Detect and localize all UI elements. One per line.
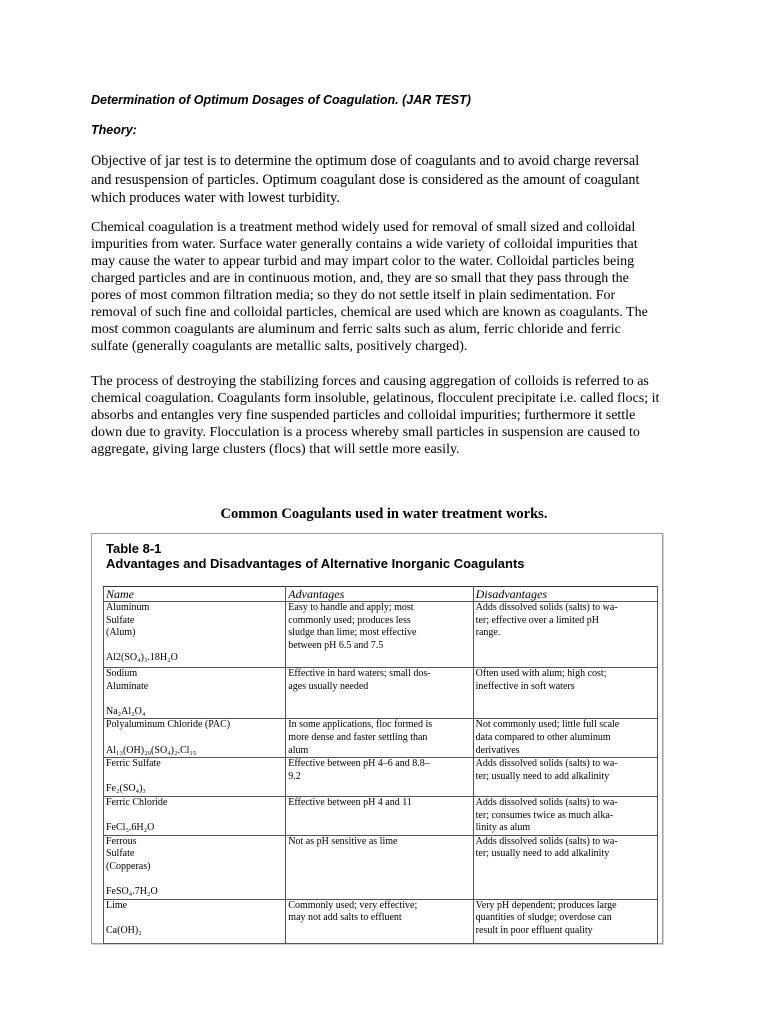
paragraph-line: The process of destroying the stabilizing forces and causing aggregation of colloids is referred to as <box>91 374 649 389</box>
paragraph-line: removal of such fine and colloidal particles, chemical are used which are known as coagulants. The <box>91 305 648 320</box>
paragraph-line: aggregate, giving large clusters (flocs) that will settle more easily. <box>91 442 460 457</box>
advantage-line: Commonly used; very effective; <box>288 899 418 911</box>
disadvantage-line: data compared to other aluminum <box>475 731 611 743</box>
table-header-row <box>104 587 658 602</box>
cell-disadvantages <box>473 668 657 719</box>
disadvantage-line: Adds dissolved solids (salts) to wa- <box>475 835 618 847</box>
coagulant-name-line: Aluminate <box>106 680 149 692</box>
disadvantage-line: Very pH dependent; produces large <box>475 899 617 911</box>
disadvantage-line: linity as alum <box>475 822 531 834</box>
paragraph-line: chemical coagulation. Coagulants form insoluble, gelatinous, flocculent precipitate i.e. called flocs; it <box>91 391 660 406</box>
advantage-line: alum <box>288 744 309 756</box>
advantage-line: Not as pH sensitive as lime <box>288 835 398 847</box>
cell-name <box>104 899 286 943</box>
advantage-line: 9.2 <box>288 770 301 782</box>
header-name: Name <box>104 587 286 602</box>
paragraph-line: charged particles and are in continuous motion, and, they are so small that they pass through the <box>91 271 629 286</box>
chemical-formula: Na₂Al₂O₄ <box>106 705 146 717</box>
cell-disadvantages <box>473 835 657 899</box>
table-row <box>104 668 658 719</box>
paragraph-line: and resuspension of particles. Optimum coagulant dose is considered as the amount of coagulant <box>91 171 640 188</box>
advantage-line: Effective between pH 4–6 and 8.8– <box>288 758 430 770</box>
disadvantage-line: quantities of sludge; overdose can <box>475 912 612 924</box>
disadvantage-line: ter; usually need to add alkalinity <box>475 770 610 782</box>
coagulant-name-line: Sulfate <box>106 848 135 860</box>
table-row <box>104 719 658 758</box>
document-heading: Determination of Optimum Dosages of Coagulation. (JAR TEST) <box>91 93 471 107</box>
table-row <box>104 899 658 943</box>
table-row <box>104 835 658 899</box>
cell-advantages <box>286 758 473 797</box>
disadvantage-line: Not commonly used; little full scale <box>475 719 620 731</box>
theory-label: Theory: <box>91 123 137 137</box>
cell-disadvantages <box>473 796 657 835</box>
paragraph-line: may cause the water to appear turbid and may impart color to the water. Colloidal particles being <box>91 254 635 269</box>
disadvantage-line: ter; usually need to add alkalinity <box>475 848 610 860</box>
cell-disadvantages <box>473 602 657 668</box>
paragraph-objective <box>91 152 691 208</box>
advantage-line: Easy to handle and apply; most <box>288 602 414 613</box>
header-disadvantages: Disadvantages <box>473 587 657 602</box>
table-caption: Common Coagulants used in water treatment works. <box>220 506 548 522</box>
paragraph-line: impurities from water. Surface water generally contains a wide variety of colloidal impurities that <box>91 237 638 252</box>
advantage-line: between pH 6.5 and 7.5 <box>288 639 384 651</box>
advantage-line: Effective between pH 4 and 11 <box>288 796 412 808</box>
cell-advantages <box>286 719 473 758</box>
disadvantage-line: Often used with alum; high cost; <box>475 668 607 679</box>
cell-advantages <box>286 835 473 899</box>
cell-disadvantages <box>473 719 657 758</box>
coagulant-name-line: Sodium <box>106 668 138 679</box>
advantage-line: commonly used; produces less <box>288 614 411 626</box>
advantage-line: In some applications, floc formed is <box>288 719 433 731</box>
advantage-line: sludge than lime; most effective <box>288 627 417 639</box>
paragraph-line: most common coagulants are aluminum and ferric salts such as alum, ferric chloride and ferric <box>91 322 621 337</box>
cell-advantages <box>286 602 473 668</box>
table-row <box>104 602 658 668</box>
table-title: Advantages and Disadvantages of Alternative Inorganic Coagulants <box>106 556 525 571</box>
coagulant-name-line: Ferrous <box>106 835 137 847</box>
table-figure <box>91 533 663 944</box>
coagulant-name-line: Aluminum <box>106 602 150 613</box>
coagulant-name-line: (Alum) <box>106 627 136 639</box>
disadvantage-line: ter; consumes twice as much alka- <box>475 809 614 821</box>
cell-advantages <box>286 668 473 719</box>
cell-advantages <box>286 899 473 943</box>
advantage-line: Effective in hard waters; small dos- <box>288 668 431 679</box>
paragraph-line: pores of most common filtration media; so they do not settle itself in plain sedimentation. For <box>91 288 616 303</box>
cell-disadvantages <box>473 899 657 943</box>
chemical-formula: Al₁₃(OH)₂₀(SO₄)₂.Cl₁₅ <box>106 744 197 756</box>
cell-name <box>104 796 286 835</box>
cell-name <box>104 758 286 797</box>
paragraph-line: Chemical coagulation is a treatment method widely used for removal of small sized and colloidal <box>91 220 636 235</box>
header-advantages: Advantages <box>286 587 473 602</box>
coagulants-table <box>103 586 658 944</box>
advantage-line: may not add salts to effluent <box>288 912 402 924</box>
paragraph-line: sulfate (generally coagulants are metallic salts, positively charged). <box>91 339 468 354</box>
cell-name <box>104 668 286 719</box>
coagulant-name-line: Polyaluminum Chloride (PAC) <box>106 719 231 731</box>
disadvantage-line: ter; effective over a limited pH <box>475 614 600 626</box>
coagulant-name-line: Ferric Chloride <box>106 796 168 808</box>
cell-name <box>104 835 286 899</box>
coagulant-name-line: Sulfate <box>106 614 135 626</box>
paragraph-coagulation-process <box>91 373 691 458</box>
coagulant-name-line: (Copperas) <box>106 860 151 872</box>
paragraph-line: Objective of jar test is to determine the optimum dose of coagulants and to avoid charge reversal <box>91 153 640 169</box>
advantage-line: more dense and faster settling than <box>288 731 428 743</box>
paragraph-chemical-coagulation <box>91 219 691 355</box>
chemical-formula: FeSO₄.7H₂O <box>106 886 158 898</box>
paragraph-line: which produces water with lowest turbidity. <box>91 190 340 206</box>
disadvantage-line: Adds dissolved solids (salts) to wa- <box>475 796 618 808</box>
chemical-formula: Fe₂(SO₄)₃ <box>106 783 146 795</box>
disadvantage-line: result in poor effluent quality <box>475 924 593 936</box>
disadvantage-line: Adds dissolved solids (salts) to wa- <box>475 758 618 770</box>
coagulant-name-line: Lime <box>106 899 128 911</box>
disadvantage-line: ineffective in soft waters <box>475 680 575 692</box>
paragraph-line: absorbs and entangles very fine suspended particles and colloidal impurities; furthermore it settle <box>91 408 636 423</box>
table-number: Table 8-1 <box>106 541 162 556</box>
disadvantage-line: Adds dissolved solids (salts) to wa- <box>475 602 618 613</box>
table-row <box>104 796 658 835</box>
chemical-formula: FeCl₃.6H₂O <box>106 822 155 834</box>
coagulant-name-line: Ferric Sulfate <box>106 758 161 770</box>
advantage-line: ages usually needed <box>288 680 369 692</box>
cell-disadvantages <box>473 758 657 797</box>
chemical-formula: Ca(OH)₂ <box>106 924 142 936</box>
table-body <box>104 602 658 944</box>
cell-name <box>104 602 286 668</box>
cell-advantages <box>286 796 473 835</box>
table-row <box>104 758 658 797</box>
paragraph-line: down due to gravity. Flocculation is a process whereby small particles in suspension are caused to <box>91 425 640 440</box>
chemical-formula: Al2(SO₄)₃.18H₂O <box>106 652 178 664</box>
disadvantage-line: derivatives <box>475 744 520 756</box>
disadvantage-line: range. <box>475 627 501 639</box>
cell-name <box>104 719 286 758</box>
